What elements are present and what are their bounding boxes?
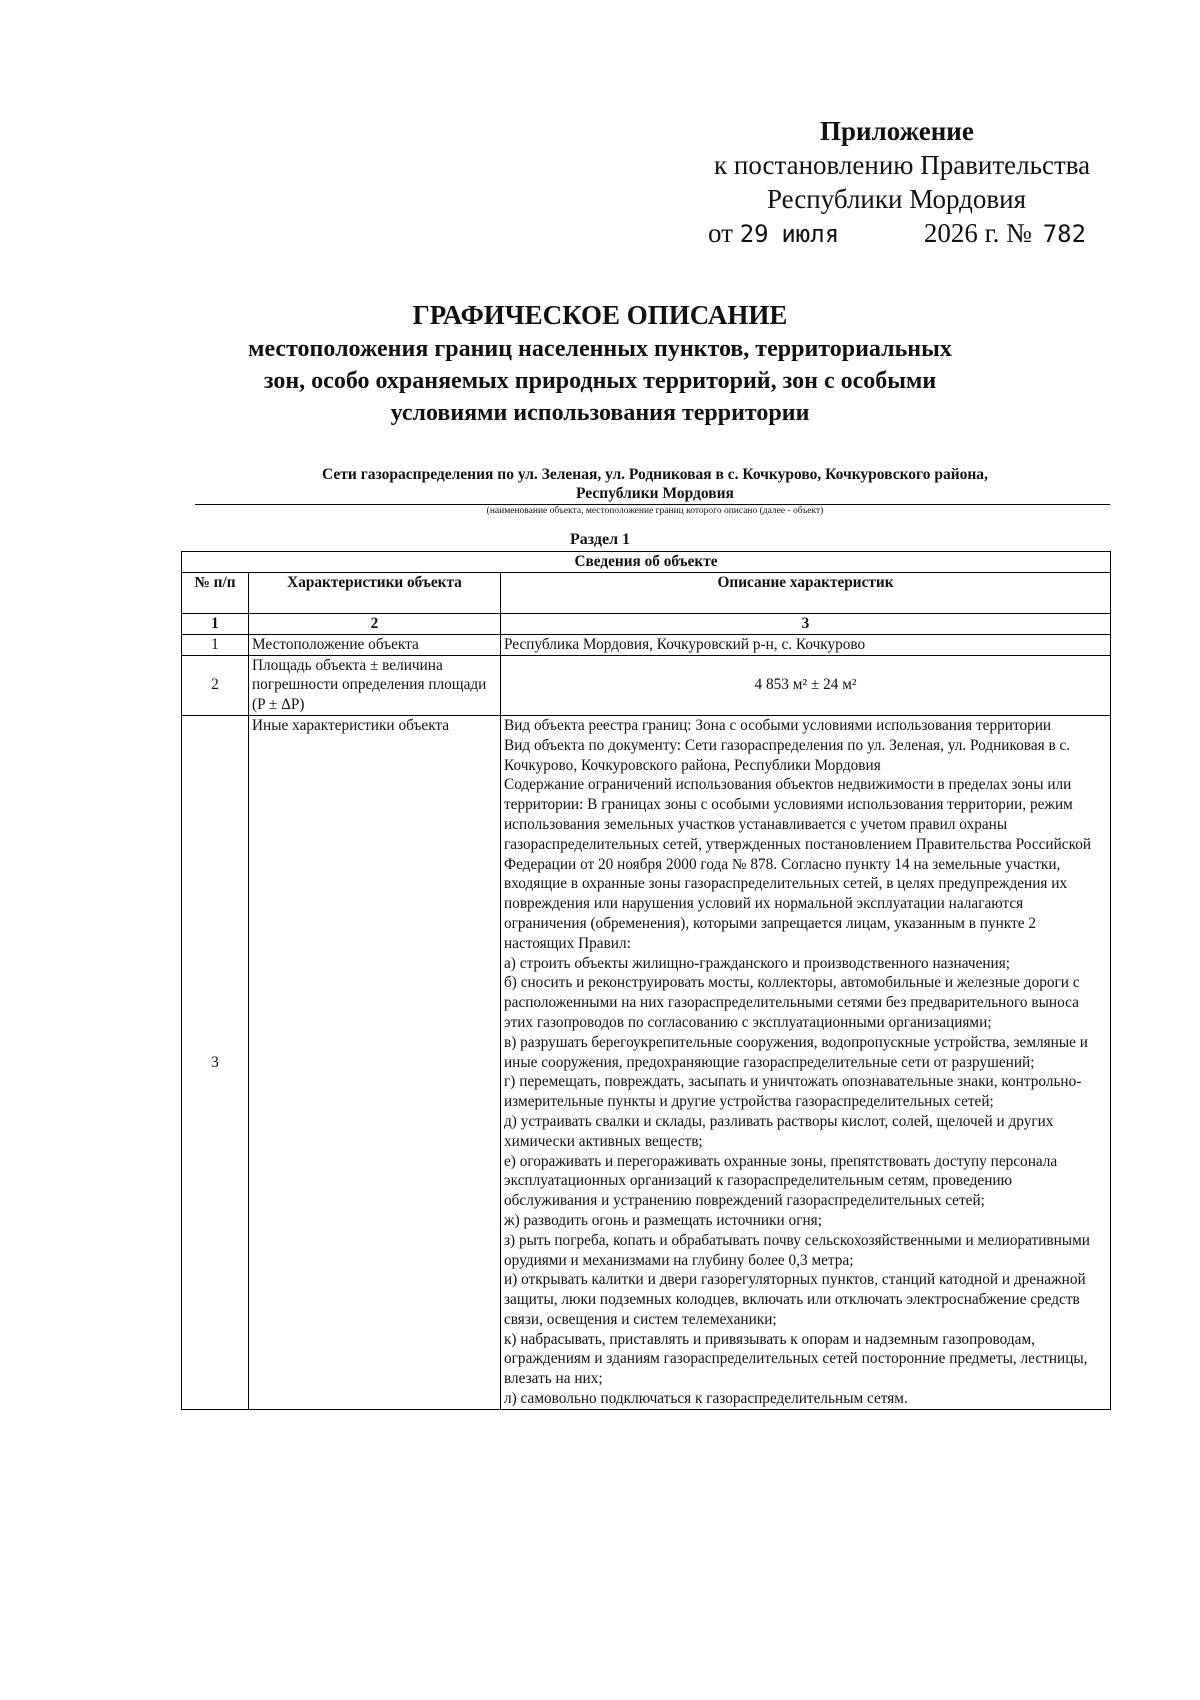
- column-number: 3: [501, 614, 1111, 635]
- appendix-date-line: [708, 218, 1086, 249]
- table-row: [182, 634, 1111, 655]
- object-name-rule: [195, 504, 1110, 505]
- row-characteristic: Местоположение объекта: [249, 634, 501, 655]
- restriction-item: д) устраивать свалки и склады, разливать растворы кислот, солей, щелочей и других химически активных веществ;: [504, 1112, 1054, 1150]
- restriction-item: к) набрасывать, приставлять и привязывать к опорам и надземным газопроводам, ограждениям и зданиям газораспределительных сетей посторонние предметы, лестницы, влезать на них;: [504, 1330, 1088, 1388]
- row-characteristic: Площадь объекта ± величина погрешности определения площади (P ± ΔP): [249, 655, 501, 715]
- table-caption: Сведения об объекте: [182, 552, 1111, 573]
- header-characteristic: Характеристики объекта: [249, 573, 501, 614]
- object-name-caption: (наименование объекта, местоположение границ которого описано (далее - объект): [486, 506, 824, 516]
- object-info-table: [181, 551, 1111, 1410]
- restriction-item: и) открывать калитки и двери газорегуляторных пунктов, станций катодной и дренажной защиты, люки подземных колодцев, включать или отключать электроснабжение средств связи, освещения и систем телемеханики;: [504, 1271, 1086, 1328]
- date-month: июля: [781, 220, 840, 248]
- description-paragraph: Вид объекта реестра границ: Зона с особыми условиями использования территории: [504, 716, 1052, 734]
- row-description: 4 853 м² ± 24 м²: [501, 655, 1111, 715]
- row-characteristic: Иные характеристики объекта: [249, 715, 501, 1409]
- table-header-row: [182, 573, 1111, 614]
- header-num: № п/п: [182, 573, 249, 614]
- column-numbers-row: [182, 614, 1111, 635]
- document-title: ГРАФИЧЕСКОЕ ОПИСАНИЕ: [412, 300, 788, 330]
- header-description: Описание характеристик: [501, 573, 1111, 614]
- row-num: 1: [182, 634, 249, 655]
- date-day: 29: [739, 220, 769, 248]
- table-row: [182, 655, 1111, 715]
- row-num: 2: [182, 655, 249, 715]
- date-prefix: от: [708, 218, 733, 248]
- decree-number: 782: [1042, 220, 1087, 248]
- restriction-item: г) перемещать, повреждать, засыпать и уничтожать опознавательные знаки, контрольно-измерительные пункты и другие устройства газораспределительных сетей;: [504, 1073, 1082, 1111]
- document-subtitle-line-3: условиями использования территории: [390, 400, 810, 426]
- appendix-line-1: к постановлению Правительства: [714, 150, 1091, 180]
- section-title: Раздел 1: [569, 531, 631, 548]
- row-description: [501, 715, 1111, 1409]
- description-paragraph: Содержание ограничений использования объектов недвижимости в пределах зоны или территории: В границах зоны с особыми условиями использования территории, режим использования земельных участков устанавливается с учетом правил охраны газораспределительных сетей, утвержденных постановлением Правительства Российской Федерации от 20 ноября 2000 года № 878. Согласно пункту 14 на земельные участки, входящие в охранные зоны газораспределительных сетей, в целях предупреждения их повреждения или нарушения условий их нормальной эксплуатации налагаются ограничения (обременения), которыми запрещается лицам, указанным в пункте 2 настоящих Правил:: [504, 776, 1092, 952]
- column-number: 2: [249, 614, 501, 635]
- restriction-item: ж) разводить огонь и размещать источники огня;: [504, 1211, 822, 1229]
- restriction-item: б) сносить и реконструировать мосты, коллекторы, автомобильные и железные дороги с расположенными на них газораспределительными сетями без предварительного выноса этих газопроводов по согласованию с эксплуатационными организациями;: [504, 974, 1080, 1031]
- row-description: Республика Мордовия, Кочкуровский р-н, с. Кочкурово: [501, 634, 1111, 655]
- date-year: 2026 г. №: [923, 218, 1032, 248]
- column-number: 1: [182, 614, 249, 635]
- appendix-line-2: Республики Мордовия: [767, 184, 1027, 214]
- description-paragraph: Вид объекта по документу: Сети газораспределения по ул. Зеленая, ул. Родниковая в с. Кочкурово, Кочкуровского района, Республики Мордовия: [504, 736, 1071, 774]
- restriction-item: з) рыть погреба, копать и обрабатывать почву сельскохозяйственными и мелиоративными орудиями и механизмами на глубину более 0,3 метра;: [504, 1231, 1090, 1269]
- restriction-item: е) огораживать и перегораживать охранные зоны, препятствовать доступу персонала эксплуатационных организаций к газораспределительным сетям, проведению обслуживания и устранению повреждений газораспределительных сетей;: [504, 1152, 1058, 1210]
- restriction-item: а) строить объекты жилищно-гражданского и производственного назначения;: [504, 954, 1011, 972]
- object-name-line-2: Республики Мордовия: [576, 485, 734, 502]
- restriction-item: в) разрушать берегоукрепительные сооружения, водопропускные устройства, земляные и иные сооружения, предохраняющие газораспределительные сети от разрушений;: [504, 1033, 1088, 1071]
- row-num: 3: [182, 715, 249, 1409]
- restriction-item: л) самовольно подключаться к газораспределительным сетям.: [504, 1390, 908, 1408]
- table-row: [182, 715, 1111, 1409]
- appendix-title: Приложение: [820, 116, 974, 146]
- document-subtitle-line-1: местоположения границ населенных пунктов, территориальных: [248, 336, 952, 362]
- document-subtitle-line-2: зон, особо охраняемых природных территорий, зон с особыми: [263, 368, 937, 394]
- object-name-line-1: Сети газораспределения по ул. Зеленая, ул. Родниковая в с. Кочкурово, Кочкуровского района,: [322, 466, 988, 483]
- table-caption-row: [182, 552, 1111, 573]
